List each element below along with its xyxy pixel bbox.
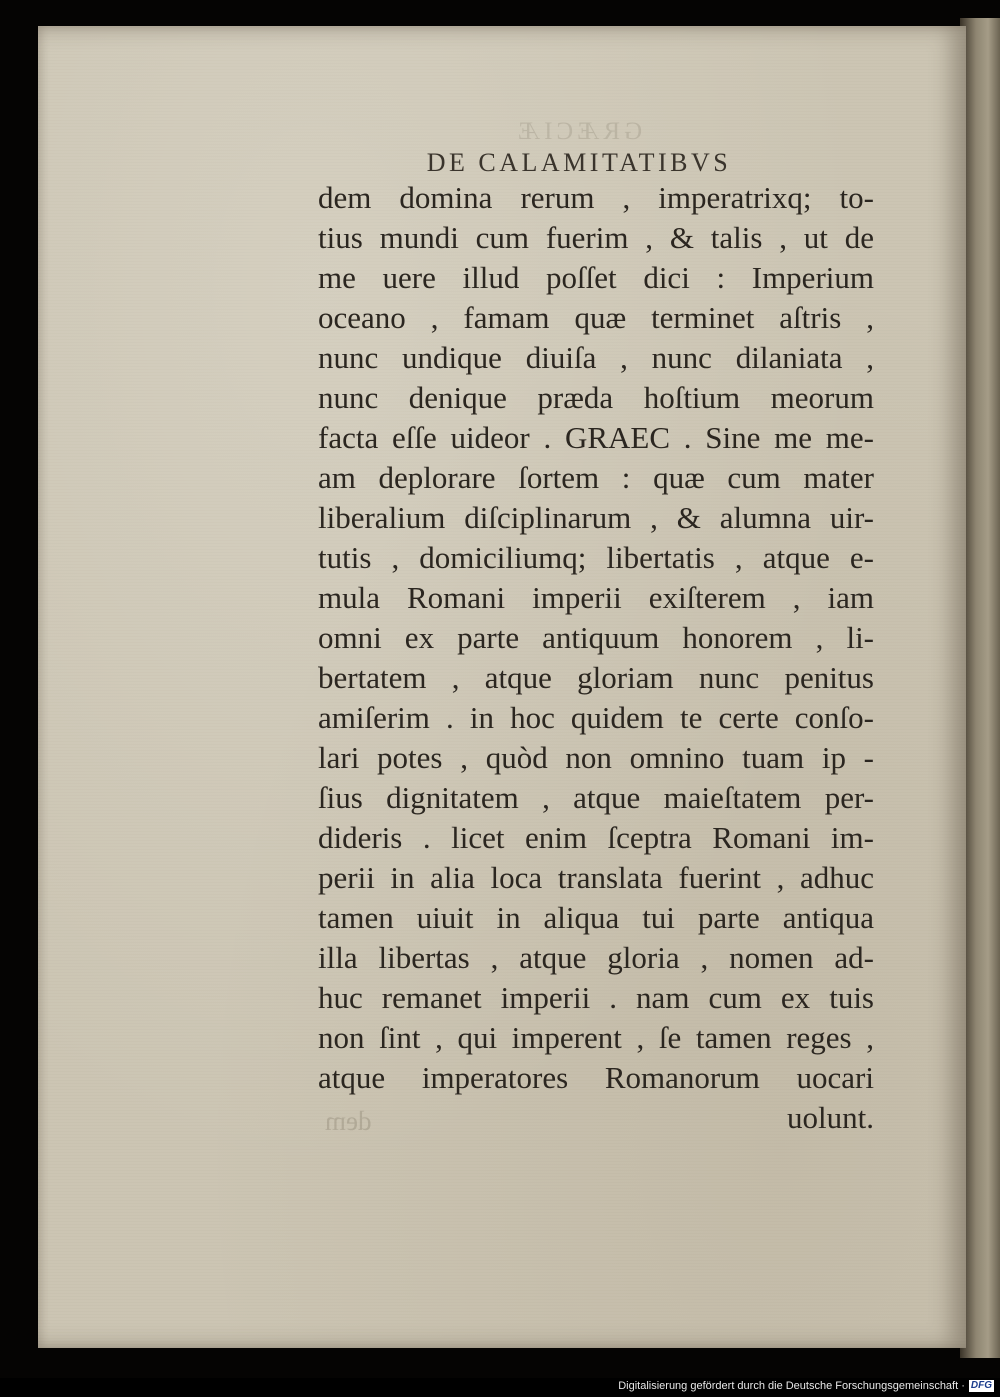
- bleed-through-catchword: dem: [325, 1106, 372, 1136]
- text-line: mula Romani imperii exiſterem , iam: [318, 580, 874, 615]
- footer-credit: [618, 1380, 994, 1392]
- text-line: liberalium diſciplinarum , & alumna uir-: [318, 500, 874, 535]
- page-edge: [960, 18, 1000, 1358]
- text-line: nunc undique diuiſa , nunc dilaniata ,: [318, 340, 874, 375]
- text-line: tamen uiuit in aliqua tui parte antiqua: [318, 900, 874, 935]
- text-line: tius mundi cum fuerim , & talis , ut de: [318, 220, 874, 255]
- text-line: omni ex parte antiquum honorem , li-: [318, 620, 874, 655]
- text-line: am deplorare ſortem : quæ cum mater: [318, 460, 874, 495]
- text-line: non ſint , qui imperent , ſe tamen reges ,: [318, 1020, 874, 1055]
- text-line: uolunt.: [787, 1100, 874, 1135]
- text-line: lari potes , quòd non omnino tuam ip -: [318, 740, 874, 775]
- text-line: me uere illud poſſet dici : Imperium: [318, 260, 874, 295]
- text-line: perii in alia loca translata fuerint , adhuc: [318, 860, 874, 895]
- bleed-through-heading: GRÆCIÆ: [513, 118, 643, 145]
- dfg-logo: DFG: [970, 1380, 992, 1391]
- text-line: huc remanet imperii . nam cum ex tuis: [318, 980, 874, 1015]
- text-line: tutis , domiciliumq; libertatis , atque e-: [318, 540, 874, 575]
- running-head: DE CALAMITATIBVS: [426, 148, 732, 177]
- text-line: atque imperatores Romanorum uocari: [318, 1060, 874, 1095]
- text-line: amiſerim . in hoc quidem te certe conſo-: [318, 700, 874, 735]
- footer-credit-text: Digitalisierung gefördert durch die Deutsche Forschungsgemeinschaft ·: [618, 1380, 965, 1392]
- text-line: dem domina rerum , imperatrixq; to-: [318, 180, 874, 215]
- text-line: bertatem , atque gloriam nunc penitus: [318, 660, 874, 695]
- text-line: illa libertas , atque gloria , nomen ad-: [318, 940, 874, 975]
- text-line: facta eſſe uideor . GRAEC . Sine me me-: [318, 420, 874, 455]
- text-line: oceano , famam quæ terminet aſtris ,: [318, 300, 874, 335]
- text-line: ſius dignitatem , atque maieſtatem per-: [318, 780, 874, 815]
- text-line: nunc denique præda hoſtium meorum: [318, 380, 874, 415]
- text-line: dideris . licet enim ſceptra Romani im-: [318, 820, 874, 855]
- page-body-text: [318, 178, 874, 1138]
